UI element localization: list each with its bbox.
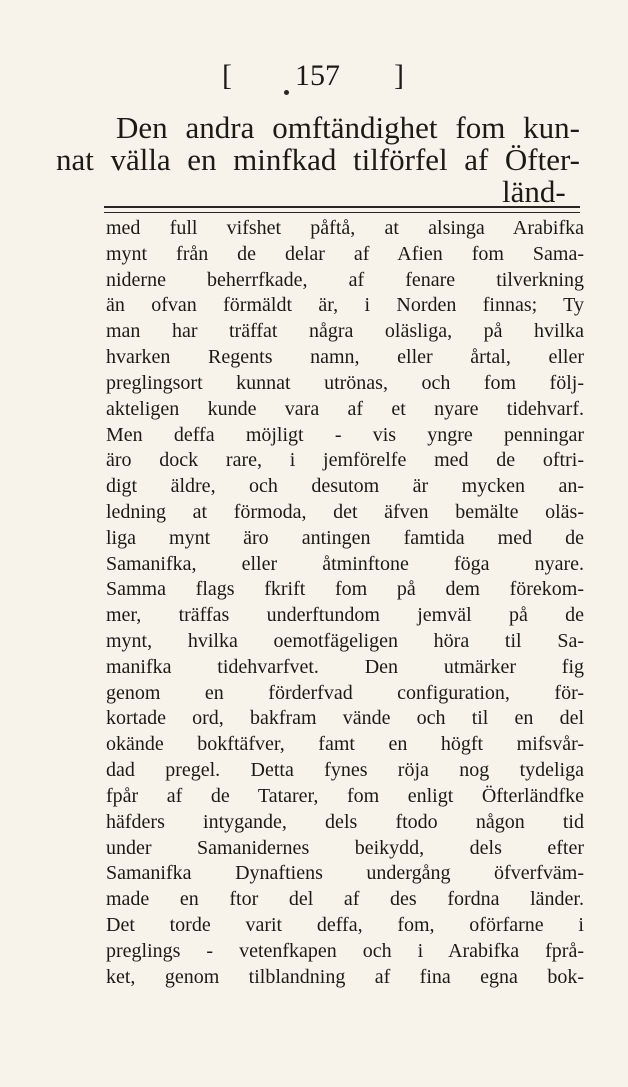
body-line: digt äldre, och desutom är mycken an-	[106, 475, 584, 498]
body-line: genom en förderfvad configuration, för-	[106, 681, 584, 704]
body-line: än ofvan förmäldt är, i Norden finnas; Ty	[106, 294, 584, 317]
body-line: kortade ord, bakfram vände och til en del	[106, 707, 584, 730]
body-line: okände bokftäfver, famt en högft mifsvår-	[106, 733, 584, 756]
body-line: dad pregel. Detta fynes röja nog tydeliga	[106, 759, 584, 782]
header-bracket-right: ]	[394, 59, 404, 92]
body-line: hvarken Regents namn, eller årtal, eller	[106, 346, 584, 369]
separator-rule-thick	[104, 206, 580, 208]
body-line: mynt, hvilka oemotfägeligen höra til Sa-	[106, 630, 584, 652]
body-line: under Samanidernes beikydd, dels efter	[106, 836, 584, 859]
body-line: ledning at förmoda, det äfven bemälte oläs-	[106, 500, 584, 523]
body-line: äro dock rare, i jemförelfe med de oftri-	[106, 449, 584, 472]
body-line: liga mynt äro antingen famtida med de	[106, 526, 584, 549]
body-text	[106, 216, 584, 990]
body-line: med full vifshet påftå, at alsinga Arabifka	[106, 217, 584, 239]
body-line: akteligen kunde vara af et nyare tidehvarf.	[106, 397, 584, 420]
body-line: Samanifka, eller åtminftone föga nyare.	[106, 552, 584, 575]
body-line: Det torde varit deffa, fom, oförfarne i	[106, 913, 584, 936]
separator-rule-thin	[104, 212, 580, 213]
body-line: Men deffa möjligt - vis yngre penningar	[106, 423, 584, 446]
heading-line-2: nat välla en minfkad tilförfel af Öfter-	[56, 142, 580, 177]
heading-line-3: länd-	[502, 174, 566, 209]
body-line: Samanifka Dynaftiens undergång öfverfväm-	[106, 862, 584, 885]
body-line: ket, genom tilblandning af fina egna bok-	[106, 965, 584, 988]
body-line: mynt från de delar af Afien fom Sama-	[106, 242, 584, 265]
body-line: made en ftor del af des fordna länder.	[106, 888, 584, 911]
body-line: man har träffat några oläsliga, på hvilka	[106, 320, 584, 343]
heading-line-1: Den andra omftändighet fom kun-	[116, 110, 580, 145]
body-line: Samma flags fkrift fom på dem förekom-	[106, 578, 584, 601]
body-line: fpår af de Tatarer, fom enligt Öfterländfke	[106, 784, 584, 807]
body-line: mer, träffas underftundom jemväl på de	[106, 604, 584, 627]
header-bracket-left: [	[222, 59, 232, 92]
body-line: preglings - vetenfkapen och i Arabifka fprå-	[106, 939, 584, 962]
body-line: häfders intygande, dels ftodo någon tid	[106, 810, 584, 833]
header-dot-ornament	[284, 90, 289, 95]
body-line: preglingsort kunnat utrönas, och fom följ-	[106, 371, 584, 394]
page-header	[0, 56, 628, 96]
body-line: manifka tidehvarfvet. Den utmärker fig	[106, 655, 584, 678]
page-number: 157	[295, 59, 340, 92]
body-line: niderne beherrfkade, af fenare tilverkning	[106, 268, 584, 291]
